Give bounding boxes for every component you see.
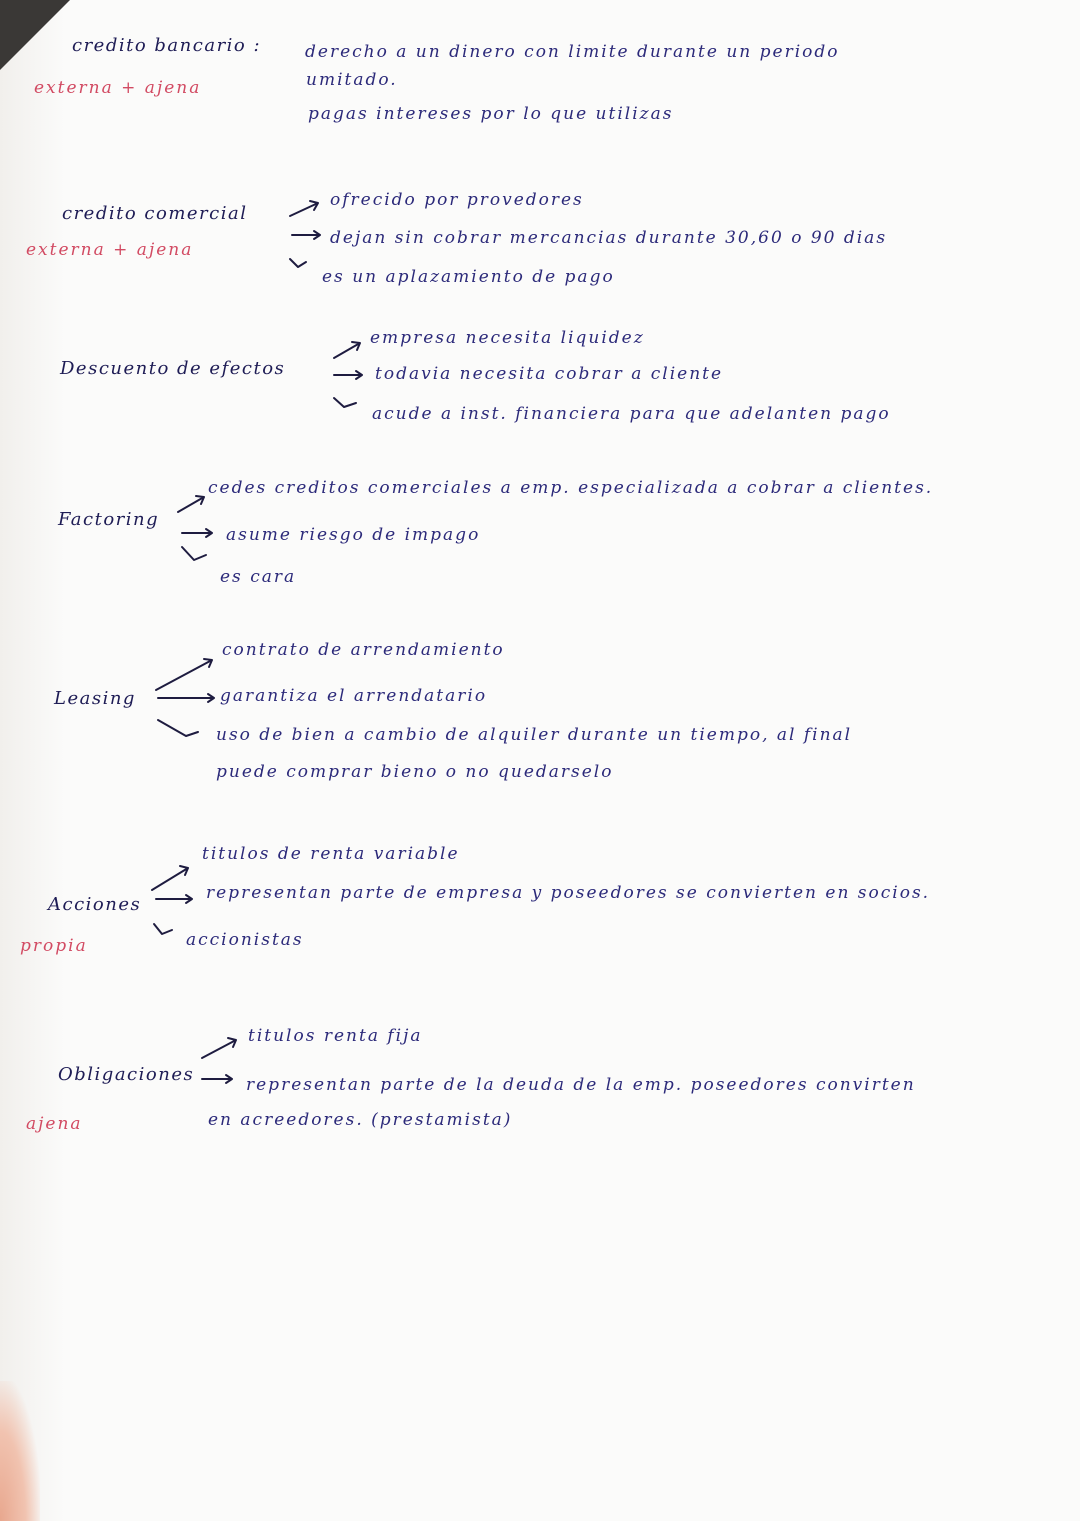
term-factoring: Factoring — [58, 509, 160, 530]
note-line: titulos de renta variable — [202, 844, 460, 864]
arrow-icon — [182, 547, 206, 560]
tag-credito-bancario: externa + ajena — [34, 78, 202, 98]
arrow-icon — [158, 694, 214, 702]
term-obligaciones: Obligaciones — [58, 1064, 195, 1085]
note-line: contrato de arrendamiento — [222, 640, 505, 660]
note-line: dejan sin cobrar mercancias durante 30,60 o 90 dias — [330, 228, 888, 248]
note-line: cedes creditos comerciales a emp. especializada a cobrar a clientes. — [208, 478, 934, 498]
note-line: acude a inst. financiera para que adelanten pago — [372, 404, 891, 424]
arrow-icon — [202, 1038, 236, 1058]
note-line: umitado. — [306, 70, 398, 90]
arrow-icon — [158, 720, 198, 736]
term-credito-comercial: credito comercial — [62, 203, 248, 224]
arrow-icon — [334, 398, 356, 407]
tag-acciones: propia — [20, 936, 88, 956]
arrow-icon — [152, 866, 188, 890]
arrow-icon — [290, 201, 318, 216]
arrow-icon — [292, 231, 320, 239]
note-line: asume riesgo de impago — [226, 525, 481, 545]
arrow-icon — [202, 1075, 232, 1083]
arrow-icon — [334, 371, 362, 379]
arrow-icon — [178, 496, 204, 512]
term-credito-bancario: credito bancario : — [72, 35, 262, 56]
note-line: garantiza el arrendatario — [220, 686, 488, 706]
arrow-icon — [334, 342, 360, 358]
tag-credito-comercial: externa + ajena — [26, 240, 194, 260]
term-acciones: Acciones — [48, 894, 142, 915]
note-line: es cara — [220, 567, 297, 587]
tag-obligaciones: ajena — [26, 1114, 83, 1134]
note-line: accionistas — [186, 930, 304, 950]
term-descuento-efectos: Descuento de efectos — [60, 358, 286, 379]
note-line: representan parte de empresa y poseedores se convierten en socios. — [206, 883, 931, 903]
note-line: en acreedores. (prestamista) — [208, 1110, 513, 1130]
note-line: uso de bien a cambio de alquiler durante un tiempo, al final — [216, 725, 853, 745]
note-line: todavia necesita cobrar a cliente — [375, 364, 724, 384]
arrow-icon — [156, 659, 212, 690]
note-line: empresa necesita liquidez — [370, 328, 645, 348]
note-line: titulos renta fija — [248, 1026, 423, 1046]
finger-edge — [0, 1381, 40, 1521]
term-leasing: Leasing — [54, 688, 136, 709]
note-line: es un aplazamiento de pago — [322, 267, 615, 287]
note-line: pagas intereses por lo que utilizas — [308, 104, 674, 124]
note-line: puede comprar bieno o no quedarselo — [216, 762, 614, 782]
note-line: representan parte de la deuda de la emp. poseedores convirten — [246, 1075, 916, 1095]
arrow-icon — [182, 529, 212, 537]
page-corner-shadow — [0, 0, 70, 70]
arrow-icon — [290, 259, 306, 267]
note-line: derecho a un dinero con limite durante un periodo — [305, 42, 840, 62]
arrow-icon — [154, 924, 172, 934]
arrow-icon — [156, 895, 192, 903]
note-line: ofrecido por provedores — [330, 190, 584, 210]
